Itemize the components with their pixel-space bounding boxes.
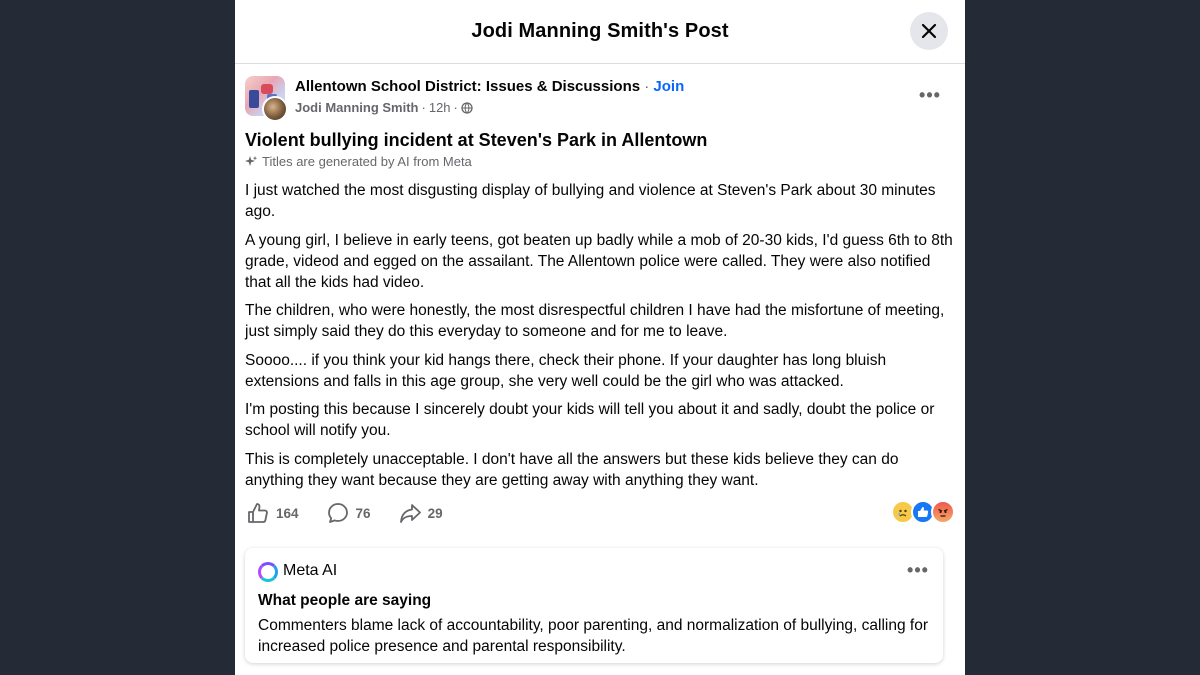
post-body: [245, 180, 955, 498]
post-paragraph: A young girl, I believe in early teens, got beaten up badly while a mob of 20-30 kids, I'd guess 6th to 8th grade, videod and egged on the assailant. The Allentown police were called. They were also notified that all the kids had video.: [245, 231, 953, 291]
more-icon: •••: [907, 560, 929, 580]
group-line: [295, 78, 684, 95]
meta-ai-name: Meta AI: [283, 562, 338, 579]
post-meta: [295, 100, 473, 115]
group-separator: ·: [644, 78, 650, 95]
post-options-button[interactable]: [915, 84, 945, 106]
modal-header: [235, 0, 965, 64]
like-count: 164: [276, 505, 299, 521]
angry-reaction-icon: [931, 500, 955, 524]
meta-ai-summary-card: [245, 548, 943, 663]
more-icon: •••: [919, 85, 941, 105]
meta-ai-summary: Commenters blame lack of accountability, poor parenting, and normalization of bullying, calling for increased police presence and parental responsibility.: [258, 617, 929, 655]
like-button[interactable]: [247, 502, 299, 524]
globe-icon: [461, 102, 473, 114]
author-link[interactable]: Jodi Manning Smith: [295, 100, 419, 115]
sparkle-icon: [245, 155, 258, 168]
author-avatar[interactable]: [262, 96, 288, 122]
post-paragraph: The children, who were honestly, the most disrespectful children I have had the misfortune of meeting, just simply said they do this everyday to someone and for me to leave.: [245, 302, 945, 340]
close-icon: [921, 23, 937, 39]
meta-separator-2: ·: [453, 100, 458, 115]
join-link[interactable]: Join: [653, 78, 685, 95]
meta-ai-heading: What people are saying: [258, 592, 432, 609]
post-actions: [247, 500, 947, 526]
post-paragraph: Soooo.... if you think your kid hangs there, check their phone. If your daughter has long bluish extensions and falls in this age group, she very well could be the girl who was attacked.: [245, 351, 887, 390]
ai-title-note: [245, 154, 472, 169]
share-button[interactable]: [399, 502, 443, 524]
group-name-link[interactable]: Allentown School District: Issues & Discussions: [295, 78, 641, 95]
ai-note-text: Titles are generated by AI from Meta: [262, 154, 472, 169]
reaction-summary[interactable]: [895, 500, 955, 524]
post-paragraph: I just watched the most disgusting display of bullying and violence at Steven's Park about 30 minutes ago.: [245, 182, 936, 220]
meta-ai-logo-icon: [258, 562, 278, 582]
meta-ai-options-button[interactable]: [903, 560, 933, 580]
like-icon: [247, 502, 269, 524]
meta-separator: ·: [421, 100, 426, 115]
post-title: Violent bullying incident at Steven's Park in Allentown: [245, 130, 708, 150]
comment-button[interactable]: [327, 502, 371, 524]
group-avatar[interactable]: [245, 76, 285, 116]
share-count: 29: [427, 505, 443, 521]
post-paragraph: I'm posting this because I sincerely doubt your kids will tell you about it and sadly, doubt the police or school will notify you.: [245, 401, 935, 439]
comment-count: 76: [355, 505, 371, 521]
modal-title: Jodi Manning Smith's Post: [471, 20, 729, 42]
post-paragraph: This is completely unacceptable. I don't have all the answers but these kids believe they can do anything they want because they are getting away with anything they want.: [245, 450, 899, 489]
comment-icon: [327, 502, 349, 524]
share-icon: [399, 502, 421, 524]
post-time[interactable]: 12h: [428, 100, 451, 115]
post-modal: [235, 0, 965, 675]
close-button[interactable]: [910, 12, 948, 50]
post-header: [245, 76, 955, 120]
